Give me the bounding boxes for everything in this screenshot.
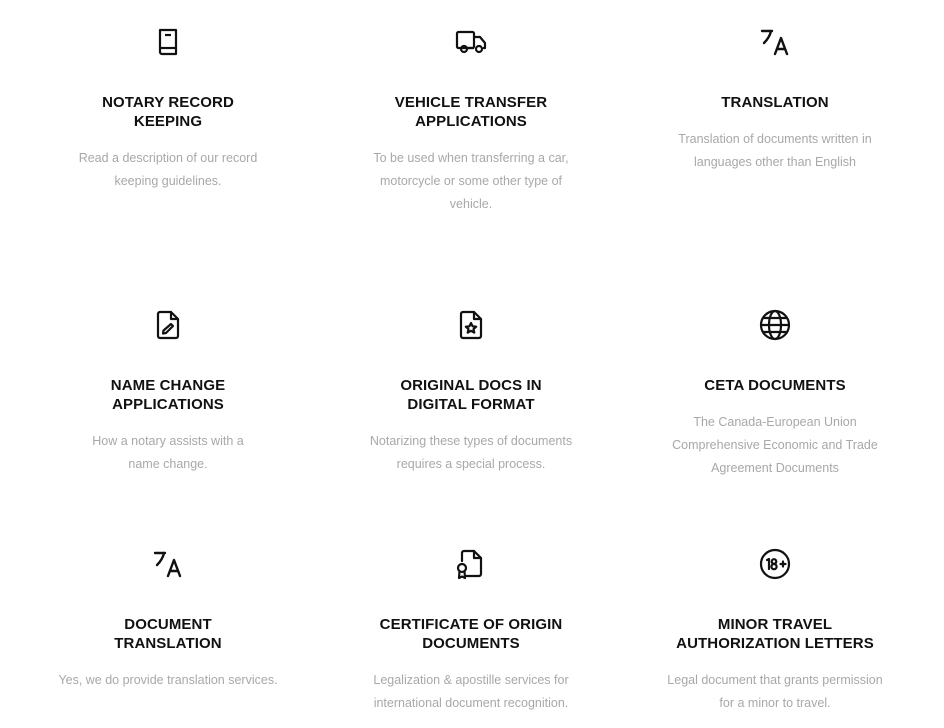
service-card-translation[interactable] <box>655 26 895 174</box>
service-description: Legalization & apostille services for international document recognition. <box>373 673 569 710</box>
service-description: To be used when transferring a car, motorcycle or some other type of vehicle. <box>373 151 569 211</box>
service-title: CERTIFICATE OF ORIGIN DOCUMENTS <box>379 616 563 652</box>
service-description: Yes, we do provide translation services. <box>58 673 278 687</box>
file-edit-icon <box>152 309 184 341</box>
service-description: Translation of documents written in languages other than English <box>678 132 872 169</box>
eighteen-plus-icon <box>759 548 791 580</box>
service-title: TRANSLATION <box>721 94 829 111</box>
file-certificate-icon <box>455 548 487 580</box>
service-card-minor-travel-authorization[interactable] <box>655 548 895 715</box>
service-card-document-translation[interactable] <box>28 548 308 692</box>
service-description: Legal document that grants permission for a minor to travel. <box>667 673 883 710</box>
service-title: VEHICLE TRANSFER APPLICATIONS <box>394 94 548 130</box>
service-description: How a notary assists with a name change. <box>92 434 244 471</box>
truck-icon <box>455 26 487 58</box>
service-title: CETA DOCUMENTS <box>704 377 846 394</box>
service-card-vehicle-transfer[interactable] <box>351 26 591 216</box>
file-star-icon <box>455 309 487 341</box>
service-title: MINOR TRAVEL AUTHORIZATION LETTERS <box>676 616 874 652</box>
service-title: NAME CHANGE APPLICATIONS <box>110 377 226 413</box>
service-description: Notarizing these types of documents requires a special process. <box>369 434 573 471</box>
translate-icon <box>152 548 184 580</box>
service-description: Read a description of our record keeping guidelines. <box>78 151 258 188</box>
service-card-ceta-documents[interactable] <box>655 309 895 480</box>
service-description: The Canada-European Union Comprehensive Economic and Trade Agreement Documents <box>672 415 878 475</box>
service-card-notary-record-keeping[interactable] <box>48 26 288 193</box>
globe-icon <box>759 309 791 341</box>
book-icon <box>152 26 184 58</box>
service-card-name-change[interactable] <box>48 309 288 476</box>
service-title: NOTARY RECORD KEEPING <box>102 94 234 130</box>
service-card-original-docs-digital[interactable] <box>351 309 591 476</box>
service-title: ORIGINAL DOCS IN DIGITAL FORMAT <box>400 377 542 413</box>
service-card-certificate-of-origin[interactable] <box>351 548 591 715</box>
service-title: DOCUMENT TRANSLATION <box>114 616 222 652</box>
translate-icon <box>759 26 791 58</box>
